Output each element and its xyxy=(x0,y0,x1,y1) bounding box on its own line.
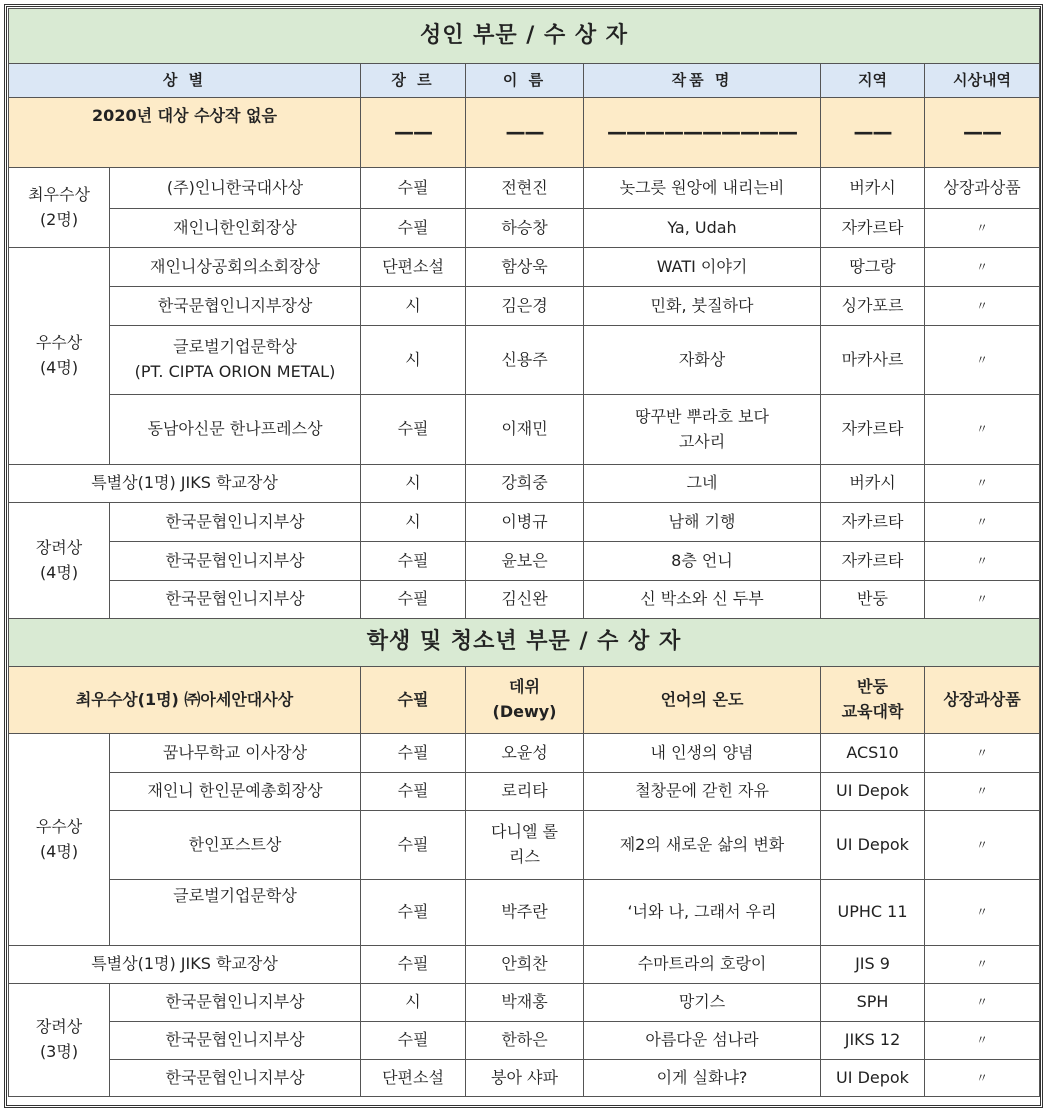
name-line: (Dewy) xyxy=(492,702,557,721)
prize-cell: 〃 xyxy=(925,542,1040,581)
genre-cell: 수필 xyxy=(361,168,466,209)
work-cell: 그네 xyxy=(584,465,821,503)
region-cell: 반둥 xyxy=(821,581,925,619)
region-cell xyxy=(821,667,925,734)
region-line: 반둥 xyxy=(857,677,888,697)
name-cell: 이병규 xyxy=(466,503,584,542)
student-title-row xyxy=(9,619,1040,667)
work-cell: 이게 실화냐? xyxy=(584,1060,821,1097)
name-cell xyxy=(466,667,584,734)
prize-cell: 〃 xyxy=(925,395,1040,465)
prize-cell: 상장과상품 xyxy=(925,667,1040,734)
work-cell: 민화, 붓질하다 xyxy=(584,287,821,326)
prize-cell: 〃 xyxy=(925,209,1040,248)
award-sponsor: (PT. CIPTA ORION METAL) xyxy=(134,362,336,381)
work-cell: 제2의 새로운 삶의 변화 xyxy=(584,811,821,880)
name-cell: 붕아 샤파 xyxy=(466,1060,584,1097)
special-award-label: 특별상(1명) JIKS 학교장상 xyxy=(9,465,361,503)
table-row xyxy=(9,326,1040,395)
grand-prize-note: 2020년 대상 수상작 없음 xyxy=(9,98,361,168)
table-row xyxy=(9,1022,1040,1060)
prize-cell: 〃 xyxy=(925,734,1040,773)
header-genre: 장 르 xyxy=(361,64,466,98)
header-prize: 시상내역 xyxy=(925,64,1040,98)
group-count: (4명) xyxy=(39,358,79,377)
prize-cell: 〃 xyxy=(925,1060,1040,1097)
group-name: 장려상 xyxy=(35,537,83,557)
work-cell: 자화상 xyxy=(584,326,821,395)
genre-cell: 시 xyxy=(361,287,466,326)
prize-cell: 〃 xyxy=(925,326,1040,395)
work-cell: 내 인생의 양념 xyxy=(584,734,821,773)
work-cell: 남해 기행 xyxy=(584,503,821,542)
award-cell: 최우수상(1명) ㈜아세안대사상 xyxy=(9,667,361,734)
group-name: 장려상 xyxy=(35,1017,83,1037)
award-cell: 한국문협인니지부상 xyxy=(110,581,361,619)
work-cell: 철창문에 갇힌 자유 xyxy=(584,773,821,811)
header-work: 작품 명 xyxy=(584,64,821,98)
award-cell xyxy=(110,326,361,395)
prize-cell: 〃 xyxy=(925,503,1040,542)
genre-cell: 수필 xyxy=(361,209,466,248)
award-name: 글로벌기업문학상 xyxy=(173,337,297,357)
work-cell: 8층 언니 xyxy=(584,542,821,581)
award-cell: 재인니상공회의소회장상 xyxy=(110,248,361,287)
work-cell: 아름다운 섬나라 xyxy=(584,1022,821,1060)
genre-cell: 단편소설 xyxy=(361,1060,466,1097)
table-row xyxy=(9,581,1040,619)
prize-cell: 〃 xyxy=(925,465,1040,503)
group-label-top xyxy=(9,168,110,248)
region-cell: UI Depok xyxy=(821,773,925,811)
name-cell: 전현진 xyxy=(466,168,584,209)
dash-cell: —— xyxy=(821,98,925,168)
prize-cell: 〃 xyxy=(925,773,1040,811)
table-row xyxy=(9,880,1040,946)
name-cell: 윤보은 xyxy=(466,542,584,581)
header-award: 상 별 xyxy=(9,64,361,98)
table-row xyxy=(9,465,1040,503)
prize-cell: 〃 xyxy=(925,248,1040,287)
prize-cell: 상장과상품 xyxy=(925,168,1040,209)
award-cell: 재인니 한인문예총회장상 xyxy=(110,773,361,811)
name-cell: 로리타 xyxy=(466,773,584,811)
table-row xyxy=(9,395,1040,465)
work-cell: 놋그릇 원앙에 내리는비 xyxy=(584,168,821,209)
region-cell: UPHC 11 xyxy=(821,880,925,946)
award-cell: 꿈나무학교 이사장상 xyxy=(110,734,361,773)
genre-cell: 수필 xyxy=(361,811,466,880)
name-cell: 김신완 xyxy=(466,581,584,619)
work-cell: WATI 이야기 xyxy=(584,248,821,287)
award-table xyxy=(8,8,1040,1097)
group-label-excellence xyxy=(9,734,110,946)
grand-prize-row xyxy=(9,98,1040,168)
student-section-title: 학생 및 청소년 부문 / 수 상 자 xyxy=(9,619,1040,667)
region-cell: 자카르타 xyxy=(821,209,925,248)
genre-cell: 수필 xyxy=(361,1022,466,1060)
genre-cell: 수필 xyxy=(361,542,466,581)
work-cell: Ya, Udah xyxy=(584,209,821,248)
table-row xyxy=(9,209,1040,248)
group-name: 우수상 xyxy=(35,333,83,353)
region-cell: 땅그랑 xyxy=(821,248,925,287)
region-cell: 마카사르 xyxy=(821,326,925,395)
genre-cell: 수필 xyxy=(361,946,466,984)
prize-cell: 〃 xyxy=(925,946,1040,984)
award-cell: 글로벌기업문학상 xyxy=(110,880,361,946)
table-row xyxy=(9,503,1040,542)
region-cell: 싱가포르 xyxy=(821,287,925,326)
dash-cell: —— xyxy=(361,98,466,168)
genre-cell: 수필 xyxy=(361,880,466,946)
prize-cell: 〃 xyxy=(925,984,1040,1022)
award-cell: 한인포스트상 xyxy=(110,811,361,880)
name-cell: 함상욱 xyxy=(466,248,584,287)
name-cell: 이재민 xyxy=(466,395,584,465)
work-cell: 수마트라의 호랑이 xyxy=(584,946,821,984)
name-cell: 박재홍 xyxy=(466,984,584,1022)
dash-cell: —— xyxy=(466,98,584,168)
group-label-encourage xyxy=(9,984,110,1097)
region-cell: 자카르타 xyxy=(821,395,925,465)
genre-cell: 단편소설 xyxy=(361,248,466,287)
special-award-label: 특별상(1명) JIKS 학교장상 xyxy=(9,946,361,984)
group-count: (2명) xyxy=(39,209,79,229)
group-count: (3명) xyxy=(39,1042,79,1061)
award-cell: 동남아신문 한나프레스상 xyxy=(110,395,361,465)
award-cell: 한국문협인니지부상 xyxy=(110,1060,361,1097)
work-cell: 언어의 온도 xyxy=(584,667,821,734)
student-top-row xyxy=(9,667,1040,734)
genre-cell: 시 xyxy=(361,326,466,395)
genre-cell: 수필 xyxy=(361,395,466,465)
genre-cell: 수필 xyxy=(361,773,466,811)
region-cell: UI Depok xyxy=(821,1060,925,1097)
work-cell xyxy=(584,395,821,465)
award-cell: 한국문협인니지부상 xyxy=(110,984,361,1022)
award-cell: 재인니한인회장상 xyxy=(110,209,361,248)
award-cell: 한국문협인니지부상 xyxy=(110,1022,361,1060)
award-cell: 한국문협인니지부상 xyxy=(110,542,361,581)
name-cell: 김은경 xyxy=(466,287,584,326)
prize-cell: 〃 xyxy=(925,880,1040,946)
group-name: 우수상 xyxy=(35,816,83,836)
work-cell: 신 박소와 신 두부 xyxy=(584,581,821,619)
region-cell: UI Depok xyxy=(821,811,925,880)
name-cell: 신용주 xyxy=(466,326,584,395)
genre-cell: 시 xyxy=(361,984,466,1022)
genre-cell: 수필 xyxy=(361,667,466,734)
region-line: 교육대학 xyxy=(841,702,904,721)
group-count: (4명) xyxy=(39,841,79,861)
award-cell: 한국문협인니지부상 xyxy=(110,503,361,542)
name-line: 다니엘 롤 xyxy=(491,822,558,842)
header-region: 지역 xyxy=(821,64,925,98)
prize-cell: 〃 xyxy=(925,1022,1040,1060)
genre-cell: 시 xyxy=(361,465,466,503)
genre-cell: 시 xyxy=(361,503,466,542)
name-cell: 박주란 xyxy=(466,880,584,946)
region-cell: 자카르타 xyxy=(821,503,925,542)
genre-cell: 수필 xyxy=(361,734,466,773)
table-row xyxy=(9,734,1040,773)
table-row xyxy=(9,773,1040,811)
genre-cell: 수필 xyxy=(361,581,466,619)
name-cell: 한하은 xyxy=(466,1022,584,1060)
region-cell: SPH xyxy=(821,984,925,1022)
name-cell xyxy=(466,811,584,880)
award-cell: (주)인니한국대사상 xyxy=(110,168,361,209)
table-row xyxy=(9,287,1040,326)
name-cell: 강희중 xyxy=(466,465,584,503)
region-cell: ACS10 xyxy=(821,734,925,773)
name-cell: 하승창 xyxy=(466,209,584,248)
dash-cell: —— xyxy=(925,98,1040,168)
region-cell: 자카르타 xyxy=(821,542,925,581)
work-line: 땅꾸반 뿌라호 보다 xyxy=(635,406,769,426)
work-cell: ‘너와 나, 그래서 우리 xyxy=(584,880,821,946)
region-cell: 버카시 xyxy=(821,465,925,503)
name-line: 데위 xyxy=(509,677,540,697)
adult-title-row xyxy=(9,9,1040,64)
adult-section-title: 성인 부문 / 수 상 자 xyxy=(9,9,1040,64)
name-cell: 오윤성 xyxy=(466,734,584,773)
dash-cell: —————————— xyxy=(584,98,821,168)
work-cell: 망기스 xyxy=(584,984,821,1022)
name-line: 리스 xyxy=(509,847,540,866)
work-line: 고사리 xyxy=(678,431,726,451)
table-row xyxy=(9,168,1040,209)
group-name: 최우수상 xyxy=(28,184,90,204)
award-cell: 한국문협인니지부장상 xyxy=(110,287,361,326)
table-row xyxy=(9,1060,1040,1097)
header-row xyxy=(9,64,1040,98)
prize-cell: 〃 xyxy=(925,581,1040,619)
group-label-excellence xyxy=(9,248,110,465)
prize-cell: 〃 xyxy=(925,287,1040,326)
region-cell: JIS 9 xyxy=(821,946,925,984)
table-row xyxy=(9,248,1040,287)
header-name: 이 름 xyxy=(466,64,584,98)
table-row xyxy=(9,542,1040,581)
table-row xyxy=(9,984,1040,1022)
group-count: (4명) xyxy=(39,562,79,582)
group-label-encourage xyxy=(9,503,110,619)
region-cell: JIKS 12 xyxy=(821,1022,925,1060)
table-row xyxy=(9,946,1040,984)
name-cell: 안희찬 xyxy=(466,946,584,984)
region-cell: 버카시 xyxy=(821,168,925,209)
table-row xyxy=(9,811,1040,880)
prize-cell: 〃 xyxy=(925,811,1040,880)
